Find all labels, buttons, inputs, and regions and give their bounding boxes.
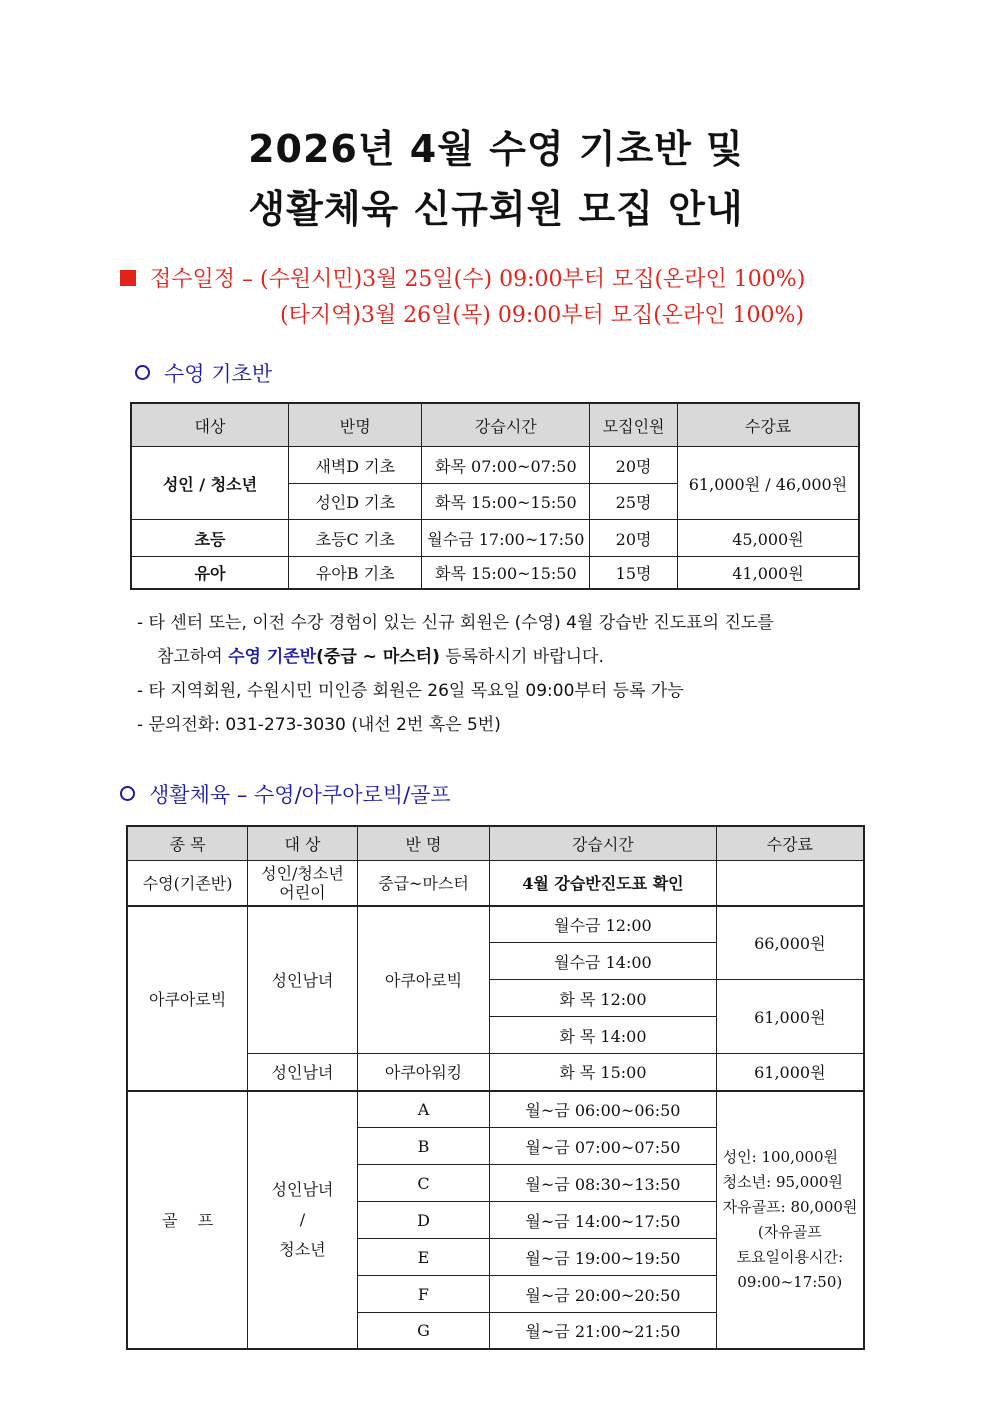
- circle-bullet-icon: [120, 786, 135, 801]
- cell-target: [248, 861, 358, 906]
- note-2-text-d: 등록하시기 바랍니다.: [439, 647, 604, 667]
- cell-fee: 61,000원: [716, 980, 864, 1054]
- cell-target: 성인남녀: [248, 906, 358, 1054]
- table-row: [127, 1091, 864, 1128]
- cell-class: G: [357, 1313, 489, 1349]
- cell-class: 유아B 기초: [288, 557, 422, 589]
- cell-fee: 41,000원: [677, 557, 859, 589]
- cell-time: 월~금 07:00~07:50: [490, 1128, 716, 1165]
- cell-sport: 골 프: [127, 1091, 248, 1349]
- cell-class: 아쿠아로빅: [357, 906, 489, 1054]
- swim-basic-table: [130, 402, 860, 590]
- note-3: - 타 지역회원, 수원시민 미인증 회원은 26일 목요일 09:00부터 등록 가능: [137, 681, 684, 701]
- table-row: [127, 861, 864, 906]
- table-row: [131, 557, 859, 589]
- cell-count: 20명: [590, 520, 678, 557]
- target-line1: 성인/청소년: [261, 863, 344, 883]
- cell-target: 유아: [131, 557, 288, 589]
- cell-class: D: [357, 1202, 489, 1239]
- cell-count: 15명: [590, 557, 678, 589]
- cell-target: 성인 / 청소년: [131, 447, 288, 520]
- section-heading-sports: [120, 779, 451, 809]
- schedule-line2: (타지역)3월 26일(목) 09:00부터 모집(온라인 100%): [280, 303, 805, 328]
- header-class: 반 명: [357, 826, 489, 861]
- table-header-row: [131, 403, 859, 447]
- notes-block: [137, 606, 877, 742]
- cell-count: 25명: [590, 484, 678, 520]
- schedule-line1: [120, 262, 805, 293]
- cell-target: 성인남녀: [248, 1054, 358, 1091]
- cell-fee: [716, 1091, 864, 1349]
- header-target: 대 상: [248, 826, 358, 861]
- cell-target: [248, 1091, 358, 1349]
- section2-heading-text: 생활체육 – 수영/아쿠아로빅/골프: [149, 783, 451, 807]
- page-title-line2: 생활체육 신규회원 모집 안내: [248, 187, 744, 231]
- cell-time: 월수금 17:00~17:50: [422, 520, 590, 557]
- cell-time: 화목 07:00~07:50: [422, 447, 590, 484]
- header-target: 대상: [131, 403, 288, 447]
- header-time: 강습시간: [422, 403, 590, 447]
- table-row: [127, 906, 864, 943]
- note-2-text-a: 참고하여: [157, 647, 229, 667]
- cell-class: 중급~마스터: [357, 861, 489, 906]
- circle-bullet-icon: [135, 365, 150, 380]
- cell-time: 화목 15:00~15:50: [422, 557, 590, 589]
- fee-line3: 자유골프: 80,000원: [722, 1197, 858, 1216]
- cell-sport: 수영(기존반): [127, 861, 248, 906]
- table-row: [131, 520, 859, 557]
- cell-class: C: [357, 1165, 489, 1202]
- cell-fee: 66,000원: [716, 906, 864, 980]
- cell-time: 월수금 12:00: [490, 906, 716, 943]
- cell-class: 새벽D 기초: [288, 447, 422, 484]
- section-heading-swim-basic: [135, 358, 272, 388]
- cell-class: 아쿠아워킹: [357, 1054, 489, 1091]
- note-2: [137, 640, 877, 674]
- fee-line6: 09:00~17:50): [737, 1272, 843, 1291]
- target-line1: 성인남녀: [271, 1179, 334, 1199]
- cell-time: 월수금 14:00: [490, 943, 716, 980]
- section1-heading-text: 수영 기초반: [164, 362, 273, 386]
- cell-time: 월~금 21:00~21:50: [490, 1313, 716, 1349]
- header-fee: 수강료: [677, 403, 859, 447]
- header-time: 강습시간: [490, 826, 716, 861]
- cell-time: 화 목 14:00: [490, 1017, 716, 1054]
- cell-fee: 61,000원 / 46,000원: [677, 447, 859, 520]
- cell-time: 화 목 12:00: [490, 980, 716, 1017]
- schedule-text1: 접수일정 – (수원시민)3월 25일(수) 09:00부터 모집(온라인 100%): [150, 267, 806, 292]
- square-bullet-icon: [120, 270, 136, 286]
- cell-time: 월~금 19:00~19:50: [490, 1239, 716, 1276]
- cell-time: 월~금 08:30~13:50: [490, 1165, 716, 1202]
- fee-line5: 토요일이용시간:: [736, 1247, 844, 1266]
- note-2-level: (중급 ~ 마스터): [316, 647, 440, 667]
- header-fee: 수강료: [716, 826, 864, 861]
- cell-time: 화목 15:00~15:50: [422, 484, 590, 520]
- page-title-line1: 2026년 4월 수영 기초반 및: [248, 127, 744, 171]
- table-row: [131, 447, 859, 484]
- cell-class: E: [357, 1239, 489, 1276]
- note-1: - 타 센터 또는, 이전 수강 경험이 있는 신규 회원은 (수영) 4월 강습반 진도표의 진도를: [137, 613, 774, 633]
- fee-line2: 청소년: 95,000원: [722, 1172, 843, 1191]
- cell-time: 월~금 20:00~20:50: [490, 1276, 716, 1313]
- header-class: 반명: [288, 403, 422, 447]
- cell-fee: 61,000원: [716, 1054, 864, 1091]
- cell-sport: 아쿠아로빅: [127, 906, 248, 1091]
- target-line3: 청소년: [279, 1239, 326, 1259]
- header-count: 모집인원: [590, 403, 678, 447]
- header-sport: 종 목: [127, 826, 248, 861]
- cell-fee: [716, 861, 864, 906]
- cell-fee: 45,000원: [677, 520, 859, 557]
- target-line2: /: [299, 1209, 306, 1229]
- cell-time: 월~금 14:00~17:50: [490, 1202, 716, 1239]
- cell-class: F: [357, 1276, 489, 1313]
- note-2-highlight: 수영 기존반: [228, 647, 317, 667]
- cell-target: 초등: [131, 520, 288, 557]
- cell-time: 월~금 06:00~06:50: [490, 1091, 716, 1128]
- cell-time: 화 목 15:00: [490, 1054, 716, 1091]
- cell-class: 성인D 기초: [288, 484, 422, 520]
- sports-table: [126, 825, 865, 1350]
- fee-line1: 성인: 100,000원: [722, 1147, 838, 1166]
- target-line2: 어린이: [279, 882, 326, 902]
- note-4: - 문의전화: 031-273-3030 (내선 2번 혹은 5번): [137, 715, 501, 735]
- cell-class: B: [357, 1128, 489, 1165]
- cell-count: 20명: [590, 447, 678, 484]
- cell-class: 초등C 기초: [288, 520, 422, 557]
- cell-time: 4월 강습반진도표 확인: [490, 861, 716, 906]
- fee-line4: (자유골프: [757, 1222, 822, 1241]
- table-header-row: [127, 826, 864, 861]
- cell-class: A: [357, 1091, 489, 1128]
